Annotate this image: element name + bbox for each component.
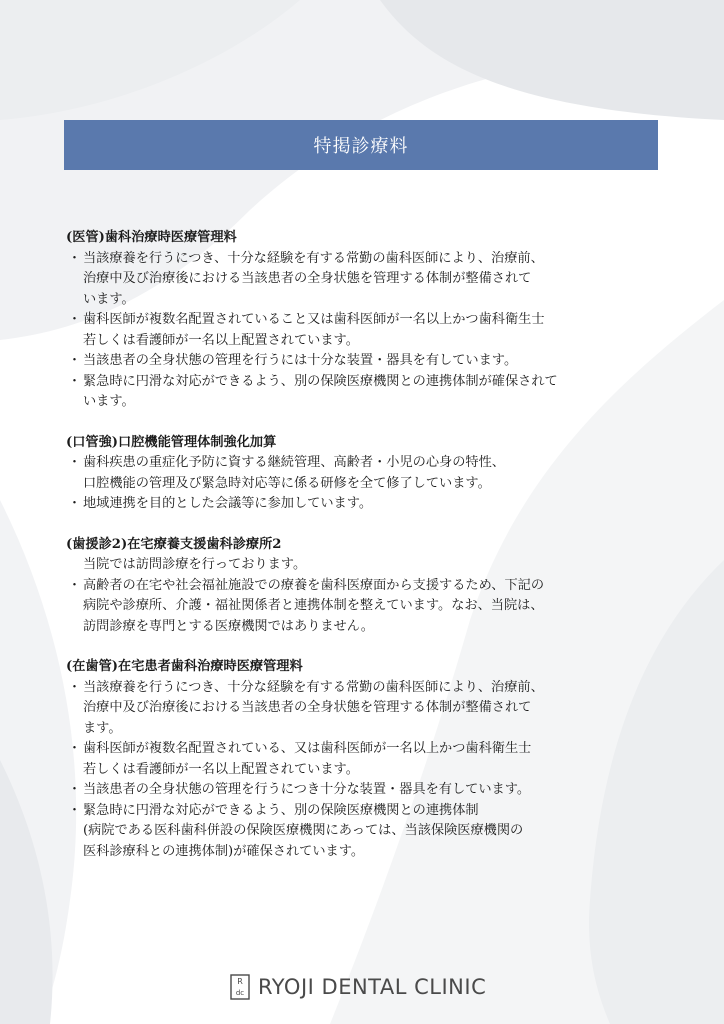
line-text: 当院では訪問診療を行っております。 [83,557,307,572]
line-text: 当該患者の全身状態の管理を行うにつき十分な装置・器具を有しています。 [83,782,531,797]
bullet-line [66,576,666,597]
facility-standards-content [66,228,666,882]
bullet-item [66,453,666,494]
bullet-mark: ・ [67,312,82,327]
line-text: 当該療養を行うにつき、十分な経験を有する常勤の歯科医師により、治療前、 [83,250,544,266]
line-text: 若しくは看護師が一名以上配置されています。 [83,332,359,348]
bullet-line [66,372,666,393]
bullet-line [66,678,666,699]
section [66,657,666,862]
section [66,433,666,515]
line-text: 歯科医師が複数名配置されていること又は歯科医師が一名以上かつ歯科衛生士 [83,312,545,327]
clinic-name-logo: RYOJI DENTAL CLINIC [258,975,487,999]
line-text: 訪問診療を専門とする医療機関ではありません。 [83,618,374,634]
bullet-mark: ・ [67,250,82,266]
page-title-banner [64,120,658,170]
bullet-line [66,739,666,760]
line-text: 当該療養を行うにつき、十分な経験を有する常勤の歯科医師により、治療前、 [83,679,544,695]
line-text: 病院や診療所、介護・福祉関係者と連携体制を整えています。なお、当院は、 [83,598,544,613]
line-text: 若しくは看護師が一名以上配置されています。 [83,761,359,777]
line-text: 歯科医師が複数名配置されている、又は歯科医師が一名以上かつ歯科衛生士 [83,741,532,756]
section [66,228,666,413]
section-heading: (口管強)口腔機能管理体制強化加算 [66,434,277,450]
bullet-mark: ・ [67,782,82,797]
line-text: 歯科疾患の重症化予防に資する継続管理、高齢者・小児の心身の特性、 [83,455,505,470]
bullet-item [66,249,666,311]
svg-text:R: R [237,977,243,986]
line-text: 治療中及び治療後における当該患者の全身状態を管理する体制が整備されて [83,271,532,286]
bullet-item [66,678,666,740]
bullet-line [66,453,666,474]
bullet-line [66,249,666,270]
bullet-line [66,780,666,801]
bullet-mark: ・ [67,679,82,695]
rdc-monogram-icon [230,974,250,1000]
line-text: (病院である医科歯科併設の保険医療機関にあっては、当該保険医療機関の [83,823,524,838]
line-text: 口腔機能の管理及び緊急時対応等に係る研修を全て修了しています。 [83,475,491,491]
page-title: 特掲診療料 [313,136,409,157]
line-text: 地域連携を目的とした会議等に参加しています。 [83,496,373,511]
footer-logo [230,972,486,1002]
bullet-mark: ・ [67,802,82,818]
line-text: 緊急時に円滑な対応ができるよう、別の保険医療機関との連携体制 [83,802,479,818]
bullet-mark: ・ [67,353,82,368]
bullet-item [66,739,666,780]
bullet-line [66,351,666,372]
bullet-mark: ・ [67,373,82,389]
plain-item [66,555,666,576]
line-text: います。 [83,394,135,409]
line-text: ます。 [83,720,122,736]
line-text: 高齢者の在宅や社会福祉施設での療養を歯科医療面から支援するため、下記の [83,577,545,593]
bullet-mark: ・ [67,741,82,756]
bullet-item [66,494,666,515]
line-text: 緊急時に円滑な対応ができるよう、別の保険医療機関との連携体制が確保されて [83,373,558,389]
bullet-item [66,801,666,863]
section [66,535,666,638]
bullet-item [66,351,666,372]
bullet-mark: ・ [67,577,82,593]
bullet-item [66,780,666,801]
bullet-line [66,801,666,822]
bullet-item [66,576,666,638]
bullet-item [66,310,666,351]
section-heading: (歯援診2)在宅療養支援歯科診療所2 [66,536,282,552]
bullet-mark: ・ [67,496,82,511]
bullet-line [66,310,666,331]
line-text: 治療中及び治療後における当該患者の全身状態を管理する体制が整備されて [83,700,532,715]
section-heading: (在歯管)在宅患者歯科治療時医療管理料 [66,659,303,674]
line-text: 当該患者の全身状態の管理を行うには十分な装置・器具を有しています。 [83,353,518,368]
bullet-item [66,372,666,413]
section-heading: (医管)歯科治療時医療管理料 [66,230,237,245]
line-text: います。 [83,291,135,307]
svg-text:dc: dc [235,989,245,997]
bullet-mark: ・ [67,455,82,470]
line-text: 医科診療科との連携体制)が確保されています。 [83,843,365,859]
bullet-line [66,494,666,515]
